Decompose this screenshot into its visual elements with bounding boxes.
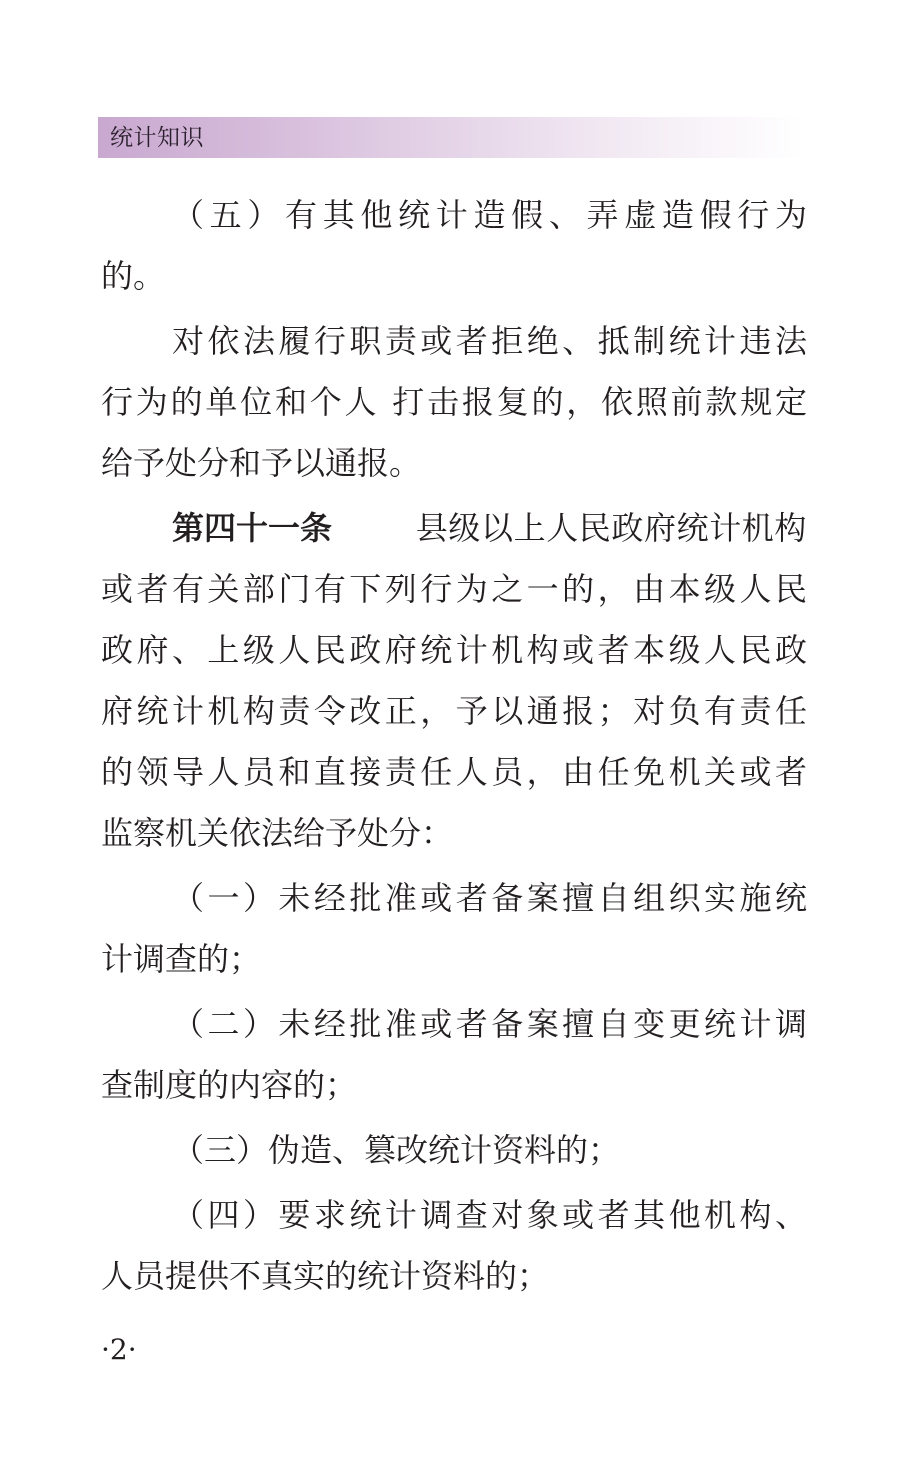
paragraph-line: 县级以上人民政府统计机构 bbox=[415, 509, 807, 547]
article-heading: 第四十一条 bbox=[172, 509, 333, 547]
paragraph-line: （五）有其他统计造假、弄虚造假行为 bbox=[172, 196, 807, 234]
paragraph-line: 人员提供不真实的统计资料的； bbox=[101, 1257, 550, 1295]
section-header-bar bbox=[98, 117, 804, 158]
paragraph-line: 给予处分和予以通报。 bbox=[101, 444, 422, 482]
article-41 bbox=[101, 498, 807, 864]
paragraph-line: 府统计机构责令改正，予以通报；对负有责任 bbox=[101, 692, 807, 730]
page-number: ·2· bbox=[101, 1333, 137, 1366]
paragraph-line: （二）未经批准或者备案擅自变更统计调 bbox=[172, 1005, 807, 1043]
paragraph-line: 对依法履行职责或者拒绝、抵制统计违法 bbox=[172, 322, 807, 360]
paragraph-line: 的。 bbox=[101, 257, 166, 295]
document-body bbox=[101, 185, 807, 1307]
list-item-1 bbox=[101, 868, 807, 990]
paragraph-retaliation bbox=[101, 311, 807, 494]
paragraph-line: 计调查的； bbox=[101, 940, 262, 978]
paragraph-line: （一）未经批准或者备案擅自组织实施统 bbox=[172, 879, 807, 917]
paragraph-line: 的领导人员和直接责任人员，由任免机关或者 bbox=[101, 753, 807, 791]
paragraph-line: 监察机关依法给予处分： bbox=[101, 814, 454, 852]
paragraph-line: 政府、上级人民政府统计机构或者本级人民政 bbox=[101, 631, 807, 669]
paragraph-line: 或者有关部门有下列行为之一的，由本级人民 bbox=[101, 570, 807, 608]
list-item-4 bbox=[101, 1185, 807, 1307]
paragraph-line: 行为的单位和个人 打击报复的，依照前款规定 bbox=[101, 383, 807, 421]
paragraph-item-5 bbox=[101, 185, 807, 307]
list-item-3 bbox=[101, 1120, 807, 1181]
paragraph-line: （三）伪造、篡改统计资料的； bbox=[172, 1131, 621, 1169]
paragraph-line: （四）要求统计调查对象或者其他机构、 bbox=[172, 1196, 807, 1234]
article-first-line bbox=[101, 498, 807, 559]
list-item-2 bbox=[101, 994, 807, 1116]
section-header-title: 统计知识 bbox=[110, 125, 204, 151]
paragraph-line: 查制度的内容的； bbox=[101, 1066, 358, 1104]
